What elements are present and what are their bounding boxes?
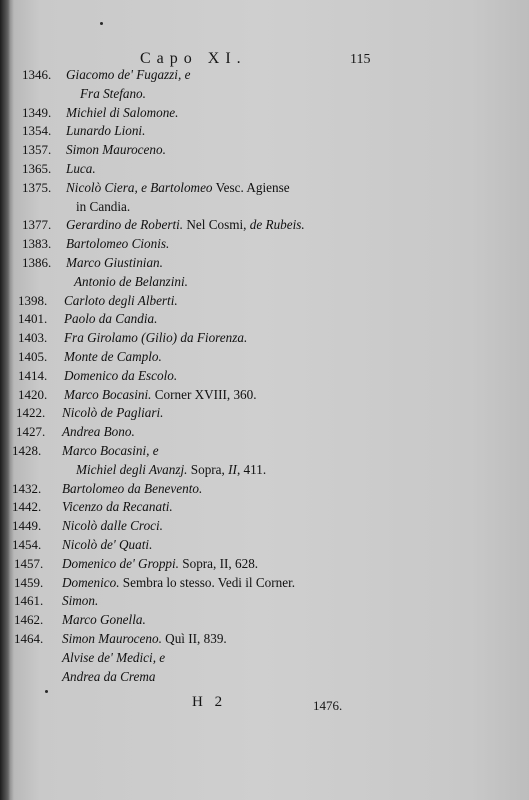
entry-year: 1449. (12, 518, 42, 534)
entry-year: 1428. (12, 442, 42, 458)
catchword: 1476. (313, 698, 343, 713)
list-item (0, 517, 529, 536)
entry-name (76, 461, 266, 480)
entry-name (62, 423, 135, 442)
entry-name (64, 292, 178, 311)
entry-name-italic: Bartolomeo da Benevento. (62, 480, 203, 496)
entry-note: Sopra, II, 628. (178, 555, 259, 571)
entry-name-italic: Fra Girolamo (Gilio) da Fiorenza. (64, 330, 248, 346)
entry-year: 1401. (18, 311, 48, 327)
list-item (0, 536, 529, 555)
entry-year: 1461. (14, 593, 44, 609)
list-item (0, 179, 529, 198)
entry-note: Sopra, (187, 461, 229, 477)
entry-name-italic: Nicolò Ciera, e Bartolomeo (66, 179, 213, 195)
list-item (0, 122, 529, 141)
page-footer (0, 694, 529, 718)
entry-year: 1377. (22, 217, 52, 233)
entry-name (62, 442, 159, 461)
entry-name (64, 329, 247, 348)
entry-name-italic: Simon Mauroceno. (66, 142, 166, 158)
entry-name-italic: Luca. (66, 160, 96, 176)
entry-name (64, 386, 257, 405)
entry-year: 1386. (22, 254, 52, 270)
entry-name (64, 367, 177, 386)
entry-year: 1427. (16, 424, 46, 440)
entry-name-italic: Marco Bocasini, e (62, 442, 159, 458)
list-item (0, 442, 529, 461)
entry-note-italic: de Rubeis. (249, 217, 305, 233)
list-item (0, 216, 529, 235)
entry-year: 1457. (14, 555, 44, 571)
list-item (0, 198, 529, 217)
entry-name (66, 141, 166, 160)
entry-name (62, 517, 163, 536)
entry-name-italic: Carloto degli Alberti. (64, 292, 178, 308)
entry-name (62, 611, 146, 630)
entry-name-italic: Nicolò dalle Croci. (62, 518, 163, 534)
entry-name-italic: Fra Stefano. (80, 85, 146, 101)
list-item (0, 348, 529, 367)
entry-note: Nel Cosmi, (183, 217, 250, 233)
entry-name-italic: Domenico da Escolo. (64, 367, 178, 383)
entry-name-italic: Domenico de' Groppi. (62, 555, 179, 571)
entry-name-italic: Gerardino de Roberti. (66, 217, 184, 233)
entry-name-italic: Marco Giustinian. (66, 254, 163, 270)
entry-year: 1375. (22, 179, 52, 195)
entry-name-italic: Andrea da Crema (62, 668, 156, 684)
entry-name (76, 198, 130, 217)
entry-year: 1346. (22, 67, 52, 82)
bishop-list (0, 66, 529, 686)
entry-name-italic: Bartolomeo Cionis. (66, 236, 170, 252)
list-item (0, 367, 529, 386)
entry-name (62, 555, 258, 574)
entry-year: 1365. (22, 160, 52, 176)
entry-name-italic: Simon Mauroceno. (62, 630, 162, 646)
list-item (0, 574, 529, 593)
entry-name-italic: Michiel degli Avanzj. (76, 461, 188, 477)
entry-name (62, 630, 227, 649)
signature-mark: H 2 (192, 694, 227, 710)
entry-year: 1354. (22, 123, 52, 139)
entry-name (66, 160, 96, 179)
entry-name-italic: Alvise de' Medici, e (62, 649, 166, 665)
list-item (0, 404, 529, 423)
entry-note: Sembra lo stesso. Vedi il Corner. (119, 574, 296, 590)
entry-year: 1459. (14, 574, 44, 590)
list-item (0, 310, 529, 329)
entry-name-italic: Giacomo de' Fugazzi, e (66, 67, 191, 82)
list-item (0, 592, 529, 611)
entry-year: 1422. (16, 405, 46, 421)
entry-name-italic: Paolo da Candia. (64, 311, 158, 327)
entry-name-italic: Antonio de Belanzini. (74, 273, 188, 289)
entry-note: in Candia. (76, 198, 131, 214)
entry-name-italic: Simon. (62, 593, 99, 609)
list-item (0, 292, 529, 311)
entry-name-italic: Monte de Camplo. (64, 348, 162, 364)
entry-year: 1454. (12, 536, 42, 552)
entry-name-italic: Michiel di Salomone. (66, 104, 179, 120)
entry-name-italic: Vicenzo da Recanati. (62, 499, 173, 515)
running-title: Capo XI. (140, 50, 247, 67)
entry-year: 1405. (18, 348, 48, 364)
paper-speck (45, 690, 48, 693)
entry-name-italic: Andrea Bono. (62, 424, 135, 440)
list-item (0, 423, 529, 442)
entry-note-italic: II (228, 461, 237, 477)
list-item (0, 141, 529, 160)
list-item (0, 461, 529, 480)
entry-name-italic: Lunardo Lioni. (66, 123, 146, 139)
entry-name (66, 122, 145, 141)
entry-name (62, 404, 163, 423)
list-item (0, 85, 529, 104)
entry-year: 1357. (22, 142, 52, 158)
entry-year: 1432. (12, 480, 42, 496)
entry-name (66, 235, 169, 254)
list-item (0, 273, 529, 292)
entry-note-reference: , 411. (236, 461, 267, 477)
list-item (0, 480, 529, 499)
entry-name (80, 85, 146, 104)
list-item (0, 668, 529, 687)
entry-year: 1420. (18, 386, 48, 402)
page-number: 115 (350, 52, 371, 67)
entry-year: 1403. (18, 330, 48, 346)
list-item (0, 329, 529, 348)
entry-name (62, 649, 165, 668)
entry-year: 1383. (22, 236, 52, 252)
entry-name (62, 592, 98, 611)
entry-name (62, 536, 152, 555)
entry-name (62, 668, 156, 687)
entry-name (74, 273, 188, 292)
list-item (0, 254, 529, 273)
list-item (0, 649, 529, 668)
entry-name (62, 498, 173, 517)
entry-name-italic: Marco Bocasini. (64, 386, 152, 402)
entry-name (66, 216, 305, 235)
list-item (0, 235, 529, 254)
list-item (0, 630, 529, 649)
list-item (0, 611, 529, 630)
entry-name (66, 179, 290, 198)
entry-year: 1464. (14, 630, 44, 646)
list-item (0, 104, 529, 123)
entry-year: 1398. (18, 292, 48, 308)
list-item (0, 555, 529, 574)
entry-name (62, 574, 295, 593)
list-item (0, 498, 529, 517)
entry-name (66, 104, 178, 123)
entry-name-italic: Marco Gonella. (62, 612, 146, 628)
entry-year: 1414. (18, 367, 48, 383)
entry-name (66, 66, 190, 85)
entry-year: 1442. (12, 499, 42, 515)
entry-name-italic: Nicolò de Pagliari. (62, 405, 164, 421)
paper-speck (100, 22, 103, 25)
entry-note: Vesc. Agiense (212, 179, 290, 195)
entry-name (66, 254, 163, 273)
entry-year: 1462. (14, 612, 44, 628)
list-item (0, 66, 529, 85)
entry-name (64, 310, 157, 329)
list-item (0, 386, 529, 405)
entry-name (62, 480, 202, 499)
entry-year: 1349. (22, 104, 52, 120)
entry-name-italic: Nicolò de' Quati. (62, 536, 153, 552)
list-item (0, 160, 529, 179)
entry-name-italic: Domenico. (62, 574, 120, 590)
entry-name (64, 348, 162, 367)
entry-note: Corner XVIII, 360. (151, 386, 257, 402)
entry-note: Quì II, 839. (161, 630, 227, 646)
